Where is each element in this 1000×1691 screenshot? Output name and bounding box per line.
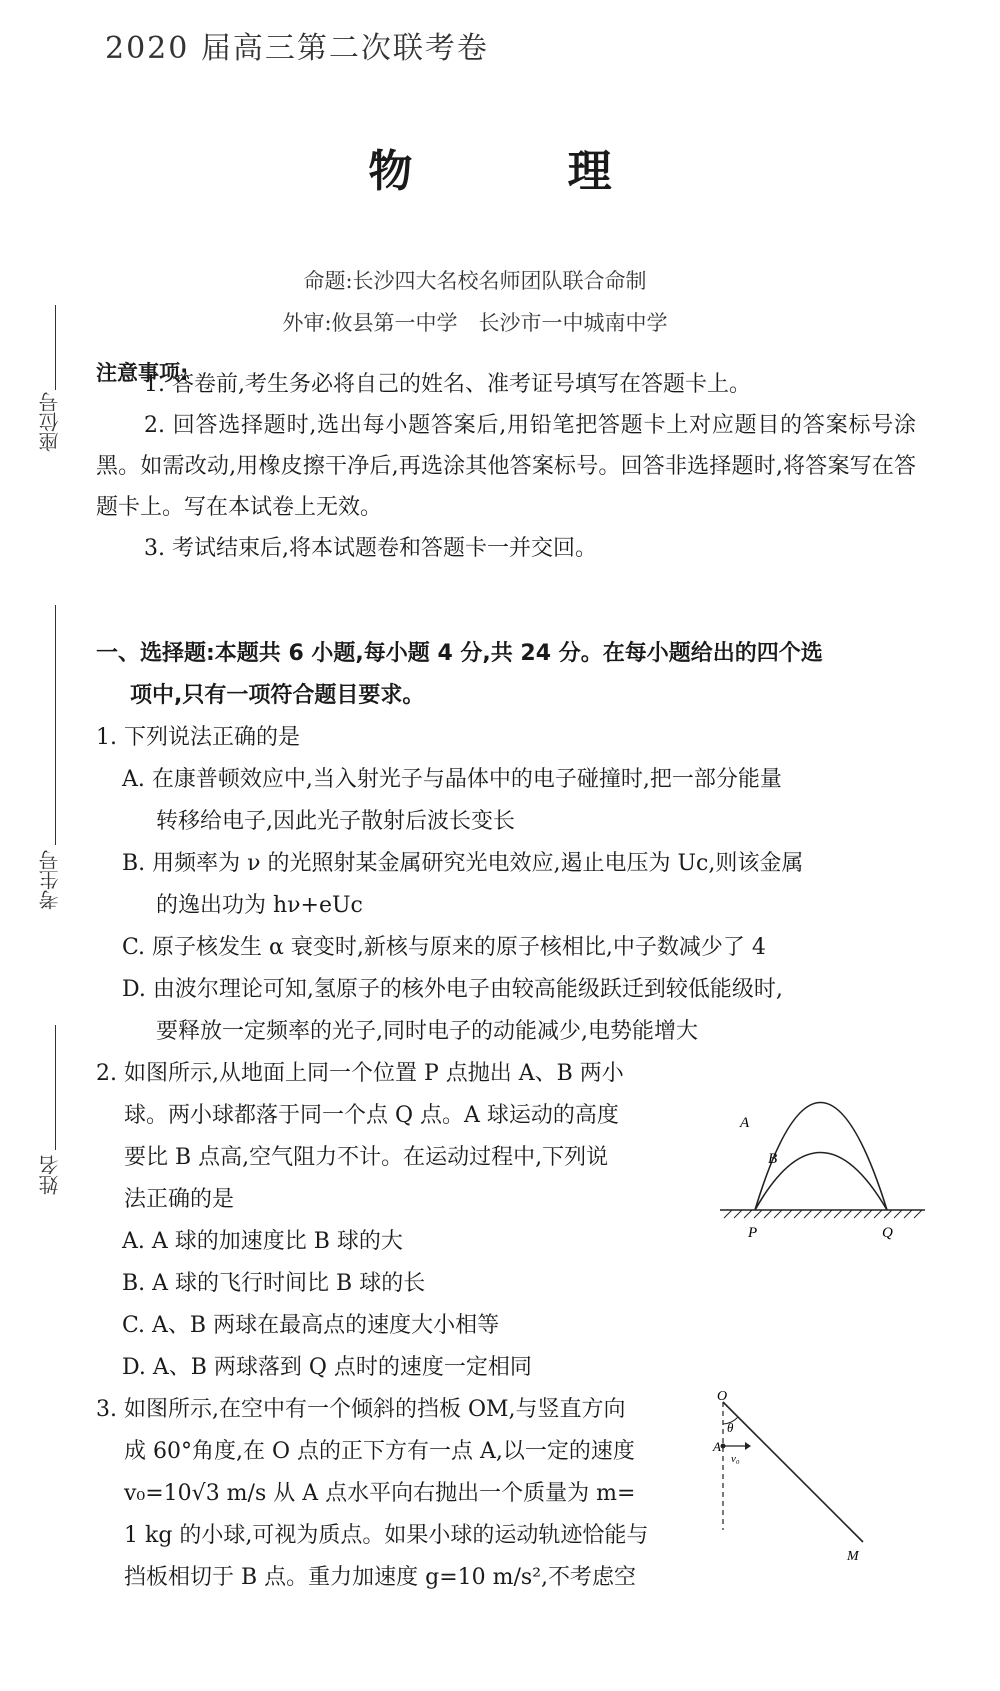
figure-label-p: P bbox=[748, 1225, 758, 1241]
figure-label-o: O bbox=[717, 1389, 728, 1404]
exam-number-label: 考生号 bbox=[38, 850, 62, 910]
page-title: 物 理 bbox=[368, 146, 682, 197]
q1-option-b-line-1: B. 用频率为 ν 的光照射某金属研究光电效应,遏止电压为 Uc,则该金属 bbox=[122, 851, 804, 876]
q2-stem-line-4: 法正确的是 bbox=[124, 1187, 235, 1212]
section-heading-line-1: 一、选择题:本题共 6 小题,每小题 4 分,共 24 分。在每小题给出的四个选 bbox=[96, 641, 823, 666]
q3-stem-line-3: v₀=10√3 m/s 从 A 点水平向右抛出一个质量为 m= bbox=[124, 1481, 636, 1506]
header-cut-text: 2020 届高三第二次联考卷 bbox=[105, 31, 489, 66]
q2-stem-line-2: 球。两小球都落于同一个点 Q 点。A 球运动的高度 bbox=[124, 1103, 619, 1128]
board-om bbox=[723, 1402, 863, 1542]
q1-stem: 1. 下列说法正确的是 bbox=[96, 725, 300, 750]
credit-line-2: 外审:攸县第一中学 长沙市一中城南中学 bbox=[282, 311, 668, 335]
q3-stem bbox=[96, 1389, 648, 1599]
figure-label-b: B bbox=[768, 1151, 778, 1167]
q1-option-b-line-2: 的逸出功为 hν+eUc bbox=[156, 893, 363, 918]
q1-option-d bbox=[122, 969, 922, 1053]
q2-option-c: C. A、B 两球在最高点的速度大小相等 bbox=[122, 1313, 500, 1338]
figure-label-v0: v₀ bbox=[731, 1453, 740, 1465]
notice-item-2: 2. 回答选择题时,选出每小题答案后,用铅笔把答题卡上对应题目的答案标号涂黑。如需改动,用橡皮擦干净后,再选涂其他答案标号。回答非选择题时,将答案写在答题卡上。写在本试卷上无效。 bbox=[96, 413, 916, 520]
q3-stem-line-5: 挡板相切于 B 点。重力加速度 g=10 m/s²,不考虑空 bbox=[124, 1565, 637, 1590]
section-heading-line-2: 项中,只有一项符合题目要求。 bbox=[130, 683, 425, 708]
ground-hatching bbox=[724, 1210, 922, 1218]
seat-number-label: 座位号 bbox=[38, 392, 62, 452]
q1-option-a-line-1: A. 在康普顿效应中,当入射光子与晶体中的电子碰撞时,把一部分能量 bbox=[122, 767, 782, 792]
q2-stem bbox=[96, 1053, 624, 1221]
q1-option-b bbox=[122, 843, 922, 927]
q2-option-a: A. A 球的加速度比 B 球的大 bbox=[122, 1229, 403, 1254]
v0-arrow-head bbox=[745, 1442, 751, 1450]
q3-stem-line-2: 成 60°角度,在 O 点的正下方有一点 A,以一定的速度 bbox=[124, 1439, 635, 1464]
q2-stem-line-1: 2. 如图所示,从地面上同一个位置 P 点抛出 A、B 两小 bbox=[96, 1061, 624, 1086]
q1-option-d-line-2: 要释放一定频率的光子,同时电子的动能减少,电势能增大 bbox=[156, 1019, 698, 1044]
q1-option-a bbox=[122, 759, 922, 843]
projectile-figure bbox=[700, 1055, 940, 1245]
inclined-board-figure bbox=[715, 1390, 885, 1565]
figure-label-a-point: A bbox=[713, 1439, 721, 1454]
notice-item-3: 3. 考试结束后,将本试题卷和答题卡一并交回。 bbox=[144, 536, 597, 561]
credit-line-1: 命题:长沙四大名校名师团队联合命制 bbox=[303, 269, 647, 293]
figure-label-a: A bbox=[740, 1115, 750, 1131]
seat-blank-line bbox=[55, 305, 56, 390]
figure-label-theta: θ bbox=[727, 1420, 734, 1435]
q2-option-d: D. A、B 两球落到 Q 点时的速度一定相同 bbox=[122, 1355, 532, 1380]
q1-option-c: C. 原子核发生 α 衰变时,新核与原来的原子核相比,中子数减少了 4 bbox=[122, 935, 766, 960]
q2-stem-line-3: 要比 B 点高,空气阻力不计。在运动过程中,下列说 bbox=[124, 1145, 609, 1170]
q1-option-d-line-1: D. 由波尔理论可知,氢原子的核外电子由较高能级跃迁到较低能级时, bbox=[122, 977, 783, 1002]
q3-stem-line-1: 3. 如图所示,在空中有一个倾斜的挡板 OM,与竖直方向 bbox=[96, 1397, 626, 1422]
exam-no-blank-line bbox=[55, 605, 56, 845]
q1-option-a-line-2: 转移给电子,因此光子散射后波长变长 bbox=[156, 809, 515, 834]
notice-title: 注意事项: bbox=[96, 361, 189, 385]
figure-label-q: Q bbox=[882, 1225, 893, 1241]
name-blank-line bbox=[55, 1025, 56, 1150]
q3-stem-line-4: 1 kg 的小球,可视为质点。如果小球的运动轨迹恰能与 bbox=[124, 1523, 649, 1548]
figure-label-m: M bbox=[847, 1549, 859, 1564]
section-heading bbox=[96, 633, 926, 717]
name-label: 姓名 bbox=[38, 1155, 62, 1195]
q2-option-b: B. A 球的飞行时间比 B 球的长 bbox=[122, 1271, 426, 1296]
notice-item-1: 1. 答卷前,考生务必将自己的姓名、准考证号填写在答题卡上。 bbox=[144, 372, 751, 397]
